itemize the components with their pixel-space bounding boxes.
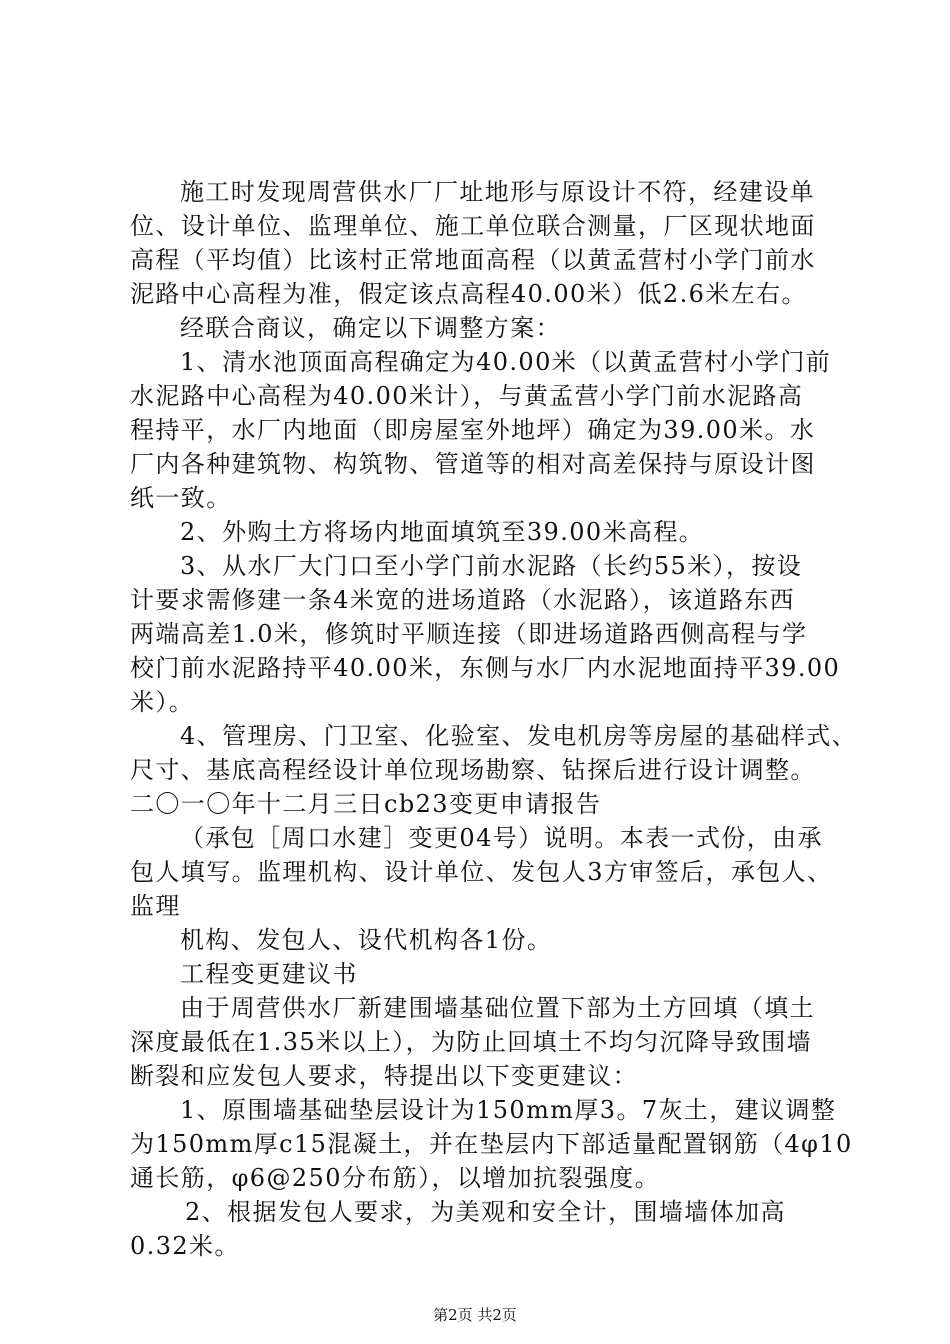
text-line: 包人填写。监理机构、设计单位、发包人3方审签后，承包人、	[130, 858, 833, 886]
text-line: 由于周营供水厂新建围墙基础位置下部为土方回填（填土	[180, 994, 815, 1022]
text-line: 为150mm厚c15混凝土，并在垫层内下部适量配置钢筋（4φ10	[130, 1130, 853, 1158]
text-line: 经联合商议，确定以下调整方案：	[180, 314, 561, 342]
text-line: 4、管理房、门卫室、化验室、发电机房等房屋的基础样式、	[180, 722, 858, 750]
text-line: 两端高差1.0米，修筑时平顺连接（即进场道路西侧高程与学	[130, 620, 808, 648]
text-line: （承包［周口水建］变更04号）说明。本表一式份，由承	[180, 824, 823, 852]
text-line: 工程变更建议书	[180, 960, 358, 988]
text-line: 米）。	[130, 688, 195, 716]
text-line: 机构、发包人、设代机构各1份。	[180, 926, 553, 954]
text-line: 位、设计单位、监理单位、施工单位联合测量，厂区现状地面	[130, 212, 816, 240]
text-line: 施工时发现周营供水厂厂址地形与原设计不符，经建设单	[180, 178, 815, 206]
text-line: 0.32米。	[130, 1232, 240, 1260]
page-number-footer: 第2页 共2页	[433, 1306, 517, 1324]
text-line: 计要求需修建一条4米宽的进场道路（水泥路），该道路东西	[130, 586, 796, 614]
text-line: 1、清水池顶面高程确定为40.00米（以黄孟营村小学门前	[180, 348, 832, 376]
text-line: 深度最低在1.35米以上），为防止回填土不均匀沉降导致围墙	[130, 1028, 813, 1056]
text-line: 2、外购土方将场内地面填筑至39.00米高程。	[180, 518, 705, 546]
text-line: 监理	[130, 892, 181, 920]
text-line: 尺寸、基底高程经设计单位现场勘察、钻探后进行设计调整。	[130, 756, 816, 784]
text-line: 通长筋，φ6@250分布筋），以增加抗裂强度。	[130, 1164, 661, 1192]
text-line: 高程（平均值）比该村正常地面高程（以黄孟营村小学门前水	[130, 246, 816, 274]
text-line: 2、根据发包人要求，为美观和安全计，围墙墙体加高	[185, 1198, 786, 1226]
text-line: 3、从水厂大门口至小学门前水泥路（长约55米），按设	[180, 552, 803, 580]
text-line: 纸一致。	[130, 484, 232, 512]
text-line: 校门前水泥路持平40.00米，东侧与水厂内水泥地面持平39.00	[130, 654, 841, 682]
text-line: 水泥路中心高程为40.00米计），与黄孟营小学门前水泥路高	[130, 382, 804, 410]
text-line: 厂内各种建筑物、构筑物、管道等的相对高差保持与原设计图	[130, 450, 816, 478]
text-line: 1、原围墙基础垫层设计为150mm厚3。7灰土，建议调整	[180, 1096, 837, 1124]
text-line: 程持平，水厂内地面（即房屋室外地坪）确定为39.00米。水	[130, 416, 816, 444]
text-line: 断裂和应发包人要求，特提出以下变更建议：	[130, 1062, 638, 1090]
text-line: 泥路中心高程为准，假定该点高程40.00米）低2.6米左右。	[130, 280, 807, 308]
text-line: 二〇一〇年十二月三日cb23变更申请报告	[130, 790, 602, 818]
